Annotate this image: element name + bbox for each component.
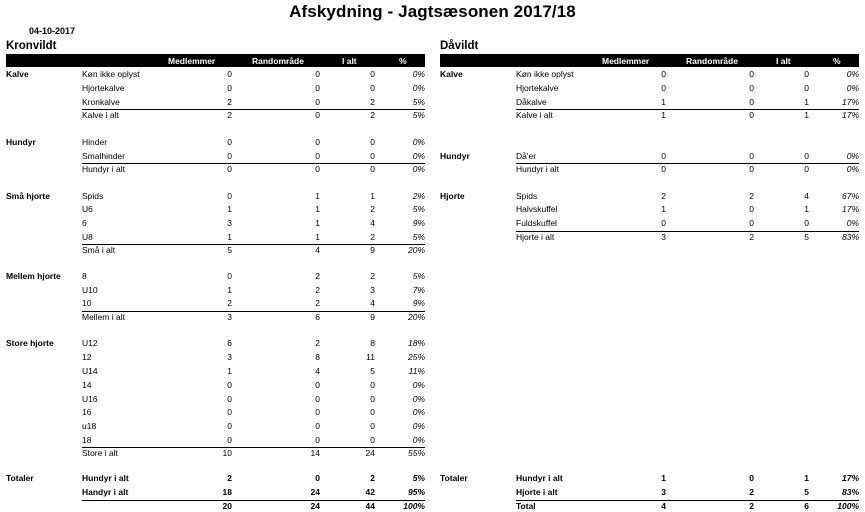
- cell-i-alt: 2: [370, 204, 375, 214]
- row-label: Hinder: [82, 137, 108, 147]
- cell-randomraade: 0: [749, 204, 754, 214]
- cell-pct: 0%: [412, 394, 425, 404]
- cell-i-alt: 5: [804, 232, 809, 242]
- cell-medlemmer: 0: [661, 164, 666, 174]
- row-label: Hjortekalve: [82, 83, 125, 93]
- cell-i-alt: 44: [365, 501, 375, 511]
- col-header-pct: %: [833, 56, 841, 66]
- table-row: [6, 203, 425, 215]
- subtotal-divider: [516, 231, 859, 232]
- cell-i-alt: 0: [804, 164, 809, 174]
- table-row: [6, 109, 425, 121]
- cell-medlemmer: 0: [227, 151, 232, 161]
- cell-pct: 17%: [841, 204, 859, 214]
- cell-medlemmer: 4: [661, 501, 666, 511]
- cell-i-alt: 11: [366, 352, 375, 362]
- row-group-label: Totaler: [440, 473, 468, 483]
- row-label: Køn ikke oplyst: [82, 69, 140, 79]
- row-label: Spids: [516, 191, 538, 201]
- cell-medlemmer: 10: [222, 448, 232, 458]
- row-group-label: Mellem hjorte: [6, 271, 61, 281]
- cell-pct: 0%: [412, 380, 425, 390]
- row-label: U10: [82, 285, 98, 295]
- cell-randomraade: 0: [749, 83, 754, 93]
- cell-medlemmer: 2: [227, 298, 232, 308]
- cell-i-alt: 0: [370, 164, 375, 174]
- col-header-i-alt: I alt: [776, 56, 791, 66]
- table-row: [6, 472, 425, 484]
- subtotal-divider: [516, 109, 859, 110]
- table-row: [440, 190, 859, 202]
- cell-i-alt: 0: [370, 380, 375, 390]
- cell-pct: 2%: [412, 191, 425, 201]
- row-label: u18: [82, 421, 97, 431]
- cell-randomraade: 2: [315, 338, 320, 348]
- cell-pct: 25%: [407, 352, 425, 362]
- cell-medlemmer: 3: [227, 218, 232, 228]
- col-header-randomraade: Randområde: [686, 56, 738, 66]
- row-label: 10: [82, 298, 92, 308]
- table-row: [6, 447, 425, 459]
- subtotal-divider: [82, 447, 425, 448]
- cell-pct: 5%: [412, 271, 425, 281]
- row-label: Kronkalve: [82, 97, 120, 107]
- cell-pct: 0%: [412, 83, 425, 93]
- cell-medlemmer: 3: [661, 487, 666, 497]
- table-row: [6, 270, 425, 282]
- cell-i-alt: 0: [370, 407, 375, 417]
- cell-pct: 83%: [841, 487, 859, 497]
- cell-i-alt: 0: [370, 137, 375, 147]
- row-label: Hundyr i alt: [82, 473, 129, 483]
- row-group-label: Hundyr: [440, 151, 470, 161]
- cell-pct: 0%: [846, 164, 859, 174]
- cell-pct: 0%: [412, 69, 425, 79]
- table-row: [440, 472, 859, 484]
- cell-i-alt: 4: [370, 218, 375, 228]
- cell-randomraade: 24: [310, 487, 320, 497]
- cell-pct: 83%: [841, 232, 859, 242]
- cell-medlemmer: 6: [227, 338, 232, 348]
- row-label: Hjorte i alt: [516, 487, 558, 497]
- table-row: [6, 244, 425, 256]
- cell-randomraade: 0: [315, 435, 320, 445]
- cell-medlemmer: 0: [227, 380, 232, 390]
- cell-medlemmer: 3: [661, 232, 666, 242]
- row-label: U12: [82, 338, 98, 348]
- cell-medlemmer: 1: [661, 204, 666, 214]
- col-header-pct: %: [399, 56, 407, 66]
- cell-medlemmer: 0: [227, 435, 232, 445]
- row-label: Smalhinder: [82, 151, 125, 161]
- table-row: [440, 68, 859, 80]
- cell-i-alt: 0: [804, 83, 809, 93]
- table-row: [6, 163, 425, 175]
- row-label: Kalve i alt: [82, 110, 119, 120]
- row-group-label: Kalve: [6, 69, 29, 79]
- cell-randomraade: 0: [315, 83, 320, 93]
- cell-randomraade: 2: [315, 271, 320, 281]
- cell-pct: 9%: [412, 218, 425, 228]
- cell-medlemmer: 0: [227, 407, 232, 417]
- cell-medlemmer: 0: [661, 151, 666, 161]
- cell-medlemmer: 0: [661, 218, 666, 228]
- cell-pct: 0%: [412, 164, 425, 174]
- row-label: Køn ikke oplyst: [516, 69, 574, 79]
- cell-randomraade: 1: [315, 218, 320, 228]
- cell-i-alt: 9: [370, 245, 375, 255]
- section-title-kronvildt: Kronvildt: [6, 40, 57, 52]
- cell-i-alt: 0: [370, 394, 375, 404]
- cell-pct: 0%: [846, 69, 859, 79]
- row-label: 12: [82, 352, 92, 362]
- col-header-medlemmer: Medlemmer: [602, 56, 650, 66]
- cell-randomraade: 0: [315, 164, 320, 174]
- cell-i-alt: 1: [370, 191, 375, 201]
- table-row: [6, 82, 425, 94]
- table-row: [6, 96, 425, 108]
- table-row: [6, 365, 425, 377]
- cell-i-alt: 2: [370, 110, 375, 120]
- table-row: [6, 486, 425, 498]
- cell-medlemmer: 0: [227, 69, 232, 79]
- table-row: [440, 231, 859, 243]
- col-header-randomraade: Randområde: [252, 56, 304, 66]
- row-group-label: Små hjorte: [6, 191, 50, 201]
- cell-pct: 0%: [846, 83, 859, 93]
- table-row: [6, 68, 425, 80]
- cell-medlemmer: 2: [227, 110, 232, 120]
- cell-pct: 100%: [837, 501, 859, 511]
- cell-pct: 0%: [846, 218, 859, 228]
- cell-pct: 9%: [412, 298, 425, 308]
- cell-pct: 0%: [412, 407, 425, 417]
- cell-medlemmer: 0: [227, 83, 232, 93]
- row-label: Små i alt: [82, 245, 116, 255]
- row-label: Kalve i alt: [516, 110, 553, 120]
- report-date: 04-10-2017: [29, 26, 76, 36]
- table-row: [6, 190, 425, 202]
- table-row: [6, 284, 425, 296]
- cell-randomraade: 4: [315, 366, 320, 376]
- table-row: [6, 406, 425, 418]
- cell-randomraade: 2: [315, 298, 320, 308]
- table-row: [440, 500, 859, 512]
- cell-randomraade: 0: [315, 137, 320, 147]
- cell-pct: 0%: [412, 435, 425, 445]
- table-row: [440, 150, 859, 162]
- cell-i-alt: 1: [804, 110, 809, 120]
- cell-pct: 5%: [412, 110, 425, 120]
- cell-i-alt: 4: [804, 191, 809, 201]
- cell-randomraade: 0: [749, 151, 754, 161]
- cell-pct: 67%: [841, 191, 859, 201]
- cell-randomraade: 2: [749, 487, 754, 497]
- table-row: [6, 150, 425, 162]
- cell-pct: 11%: [408, 366, 425, 376]
- cell-randomraade: 2: [749, 501, 754, 511]
- cell-medlemmer: 1: [227, 285, 232, 295]
- table-row: [6, 217, 425, 229]
- cell-randomraade: 0: [315, 394, 320, 404]
- cell-i-alt: 2: [370, 271, 375, 281]
- row-label: U16: [82, 394, 98, 404]
- cell-pct: 17%: [841, 473, 859, 483]
- cell-randomraade: 2: [749, 232, 754, 242]
- cell-medlemmer: 1: [661, 110, 666, 120]
- subtotal-divider: [516, 500, 859, 501]
- row-group-label: Store hjorte: [6, 338, 54, 348]
- cell-randomraade: 0: [315, 151, 320, 161]
- cell-randomraade: 6: [315, 312, 320, 322]
- cell-i-alt: 5: [370, 366, 375, 376]
- cell-pct: 5%: [412, 97, 425, 107]
- cell-randomraade: 1: [315, 232, 320, 242]
- cell-i-alt: 24: [365, 448, 375, 458]
- cell-medlemmer: 1: [661, 97, 666, 107]
- cell-pct: 20%: [407, 312, 425, 322]
- cell-medlemmer: 0: [661, 69, 666, 79]
- cell-medlemmer: 2: [227, 97, 232, 107]
- cell-medlemmer: 0: [227, 164, 232, 174]
- row-group-label: Totaler: [6, 473, 34, 483]
- cell-randomraade: 0: [315, 473, 320, 483]
- cell-medlemmer: 1: [227, 204, 232, 214]
- table-row: [6, 337, 425, 349]
- cell-pct: 0%: [412, 151, 425, 161]
- cell-i-alt: 3: [370, 285, 375, 295]
- cell-pct: 18%: [407, 338, 425, 348]
- cell-pct: 0%: [846, 151, 859, 161]
- cell-i-alt: 8: [370, 338, 375, 348]
- cell-i-alt: 2: [370, 97, 375, 107]
- cell-randomraade: 1: [315, 191, 320, 201]
- table-row: [6, 500, 425, 512]
- col-header-medlemmer: Medlemmer: [168, 56, 216, 66]
- cell-medlemmer: 0: [227, 421, 232, 431]
- row-label: Mellem i alt: [82, 312, 125, 322]
- cell-randomraade: 0: [315, 421, 320, 431]
- cell-i-alt: 2: [370, 232, 375, 242]
- subtotal-divider: [82, 163, 425, 164]
- cell-randomraade: 2: [315, 285, 320, 295]
- cell-medlemmer: 20: [222, 501, 232, 511]
- cell-pct: 5%: [412, 232, 425, 242]
- cell-randomraade: 0: [749, 97, 754, 107]
- row-label: 14: [82, 380, 92, 390]
- row-label: Då'er: [516, 151, 537, 161]
- row-label: 16: [82, 407, 92, 417]
- cell-randomraade: 1: [315, 204, 320, 214]
- row-group-label: Kalve: [440, 69, 463, 79]
- cell-randomraade: 8: [315, 352, 320, 362]
- cell-randomraade: 2: [749, 191, 754, 201]
- row-label: Total: [516, 501, 536, 511]
- cell-pct: 7%: [412, 285, 425, 295]
- cell-medlemmer: 3: [227, 352, 232, 362]
- column-headers-kronvildt: [6, 54, 425, 67]
- cell-randomraade: 0: [315, 69, 320, 79]
- table-row: [440, 203, 859, 215]
- cell-pct: 95%: [407, 487, 425, 497]
- cell-medlemmer: 0: [227, 271, 232, 281]
- cell-medlemmer: 0: [227, 394, 232, 404]
- table-row: [6, 297, 425, 309]
- cell-i-alt: 0: [370, 83, 375, 93]
- cell-pct: 0%: [412, 421, 425, 431]
- subtotal-divider: [516, 163, 859, 164]
- cell-pct: 17%: [841, 97, 859, 107]
- cell-randomraade: 0: [749, 473, 754, 483]
- cell-randomraade: 0: [315, 380, 320, 390]
- cell-i-alt: 1: [804, 97, 809, 107]
- subtotal-divider: [82, 500, 425, 501]
- section-title-daavildt: Dåvildt: [440, 40, 479, 52]
- cell-i-alt: 4: [370, 298, 375, 308]
- subtotal-divider: [82, 311, 425, 312]
- cell-i-alt: 0: [370, 69, 375, 79]
- table-row: [6, 351, 425, 363]
- cell-randomraade: 4: [315, 245, 320, 255]
- table-row: [440, 163, 859, 175]
- cell-i-alt: 1: [804, 204, 809, 214]
- table-row: [6, 420, 425, 432]
- row-label: U6: [82, 204, 93, 214]
- cell-randomraade: 0: [315, 97, 320, 107]
- table-row: [6, 434, 425, 446]
- cell-randomraade: 14: [310, 448, 320, 458]
- row-label: Handyr i alt: [82, 487, 129, 497]
- table-row: [6, 311, 425, 323]
- cell-i-alt: 0: [370, 421, 375, 431]
- cell-i-alt: 1: [804, 473, 809, 483]
- row-label: 8: [82, 271, 87, 281]
- table-row: [440, 82, 859, 94]
- cell-i-alt: 6: [804, 501, 809, 511]
- cell-pct: 55%: [407, 448, 425, 458]
- cell-medlemmer: 0: [227, 137, 232, 147]
- table-row: [440, 109, 859, 121]
- cell-pct: 0%: [412, 137, 425, 147]
- cell-medlemmer: 2: [227, 473, 232, 483]
- row-label: Hundyr i alt: [516, 473, 563, 483]
- table-row: [6, 136, 425, 148]
- row-label: U8: [82, 232, 93, 242]
- row-label: Spids: [82, 191, 104, 201]
- cell-i-alt: 42: [365, 487, 375, 497]
- cell-randomraade: 0: [749, 69, 754, 79]
- cell-medlemmer: 0: [227, 191, 232, 201]
- cell-randomraade: 0: [315, 110, 320, 120]
- cell-i-alt: 0: [370, 151, 375, 161]
- cell-pct: 20%: [407, 245, 425, 255]
- row-label: Hjorte i alt: [516, 232, 555, 242]
- cell-pct: 5%: [412, 204, 425, 214]
- cell-medlemmer: 5: [227, 245, 232, 255]
- row-label: Store i alt: [82, 448, 118, 458]
- row-label: Dåkalve: [516, 97, 547, 107]
- row-label: Hjortekalve: [516, 83, 559, 93]
- table-row: [440, 217, 859, 229]
- cell-i-alt: 0: [804, 69, 809, 79]
- row-label: 6: [82, 218, 87, 228]
- column-headers-daavildt: [440, 54, 859, 67]
- cell-randomraade: 24: [310, 501, 320, 511]
- cell-randomraade: 0: [315, 407, 320, 417]
- cell-i-alt: 5: [804, 487, 809, 497]
- cell-pct: 100%: [403, 501, 425, 511]
- subtotal-divider: [82, 244, 425, 245]
- subtotal-divider: [82, 109, 425, 110]
- row-label: 18: [82, 435, 92, 445]
- cell-medlemmer: 1: [227, 366, 232, 376]
- table-row: [440, 96, 859, 108]
- row-label: Fuldskuffel: [516, 218, 557, 228]
- table-row: [6, 379, 425, 391]
- report-title: Afskydning - Jagtsæsonen 2017/18: [289, 2, 576, 21]
- table-row: [6, 231, 425, 243]
- cell-medlemmer: 1: [227, 232, 232, 242]
- cell-randomraade: 0: [749, 164, 754, 174]
- cell-i-alt: 0: [804, 151, 809, 161]
- cell-i-alt: 0: [370, 435, 375, 445]
- cell-medlemmer: 18: [222, 487, 232, 497]
- cell-i-alt: 0: [804, 218, 809, 228]
- cell-randomraade: 0: [749, 110, 754, 120]
- row-group-label: Hjorte: [440, 191, 465, 201]
- row-label: U14: [82, 366, 98, 376]
- cell-medlemmer: 3: [227, 312, 232, 322]
- row-label: Hundyr i alt: [82, 164, 125, 174]
- row-label: Hundyr i alt: [516, 164, 559, 174]
- cell-pct: 5%: [412, 473, 425, 483]
- col-header-i-alt: I alt: [342, 56, 357, 66]
- cell-randomraade: 0: [749, 218, 754, 228]
- cell-pct: 17%: [841, 110, 859, 120]
- table-row: [6, 393, 425, 405]
- row-group-label: Hundyr: [6, 137, 36, 147]
- cell-i-alt: 9: [370, 312, 375, 322]
- cell-medlemmer: 2: [661, 191, 666, 201]
- cell-medlemmer: 0: [661, 83, 666, 93]
- table-row: [440, 486, 859, 498]
- cell-i-alt: 2: [370, 473, 375, 483]
- row-label: Halvskuffel: [516, 204, 558, 214]
- cell-medlemmer: 1: [661, 473, 666, 483]
